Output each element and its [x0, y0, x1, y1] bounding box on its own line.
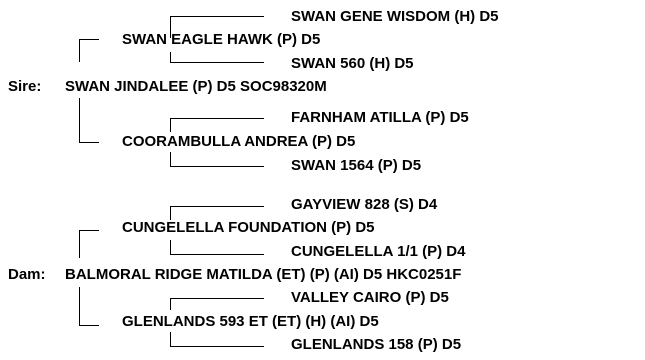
connector-line: [79, 325, 99, 326]
dam-dam-dam-name: GLENLANDS 158 (P) D5: [291, 336, 462, 353]
sire-label: Sire:: [8, 78, 42, 95]
sire-dam-name: COORAMBULLA ANDREA (P) D5: [122, 133, 356, 150]
connector-line: [170, 118, 171, 132]
connector-line: [170, 52, 171, 62]
sire-sire-name: SWAN EAGLE HAWK (P) D5: [122, 31, 321, 48]
connector-line: [170, 298, 171, 310]
dam-name: BALMORAL RIDGE MATILDA (ET) (P) (AI) D5 HKC0251F: [65, 266, 462, 283]
dam-sire-name: CUNGELELLA FOUNDATION (P) D5: [122, 219, 375, 236]
connector-line: [170, 166, 264, 167]
dam-dam-sire-name: VALLEY CAIRO (P) D5: [291, 289, 449, 306]
connector-line: [170, 346, 264, 347]
connector-line: [170, 118, 264, 119]
connector-line: [79, 39, 99, 40]
connector-line: [79, 39, 80, 62]
connector-line: [170, 332, 171, 346]
sire-name: SWAN JINDALEE (P) D5 SOC98320M: [65, 78, 327, 95]
sire-sire-dam-name: SWAN 560 (H) D5: [291, 55, 414, 72]
connector-line: [79, 230, 80, 258]
connector-line: [79, 98, 80, 142]
connector-line: [170, 62, 264, 63]
connector-line: [79, 287, 80, 325]
connector-line: [170, 254, 264, 255]
connector-line: [79, 230, 99, 231]
dam-sire-dam-name: CUNGELELLA 1/1 (P) D4: [291, 243, 466, 260]
connector-line: [170, 206, 264, 207]
connector-line: [170, 206, 171, 220]
connector-line: [170, 298, 264, 299]
connector-line: [170, 152, 171, 166]
connector-line: [170, 16, 264, 17]
sire-sire-sire-name: SWAN GENE WISDOM (H) D5: [291, 8, 499, 25]
sire-dam-dam-name: SWAN 1564 (P) D5: [291, 157, 422, 174]
connector-line: [79, 142, 99, 143]
dam-dam-name: GLENLANDS 593 ET (ET) (H) (AI) D5: [122, 313, 379, 330]
dam-label: Dam:: [8, 266, 46, 283]
connector-line: [170, 240, 171, 254]
sire-dam-sire-name: FARNHAM ATILLA (P) D5: [291, 109, 469, 126]
dam-sire-sire-name: GAYVIEW 828 (S) D4: [291, 196, 438, 213]
